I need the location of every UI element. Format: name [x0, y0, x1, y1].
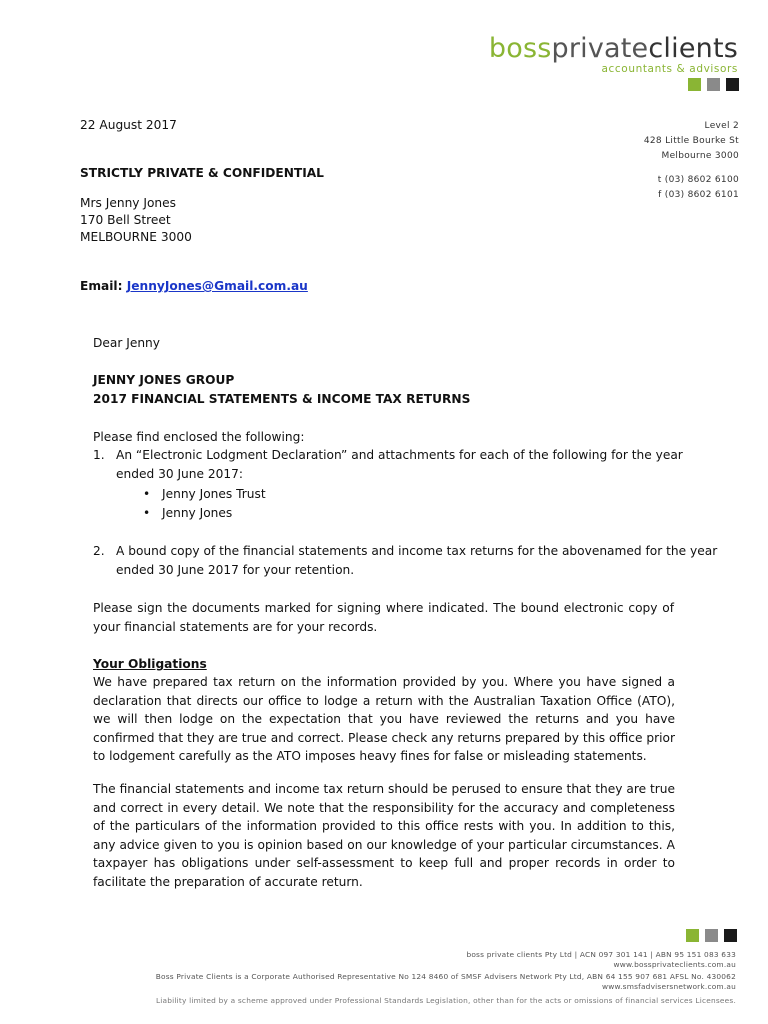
obligations-paragraph: We have prepared tax return on the information provided by you. Where you have signed a declaration that directs our office to lodge a return with the Australian Taxation Office (ATO), we will then lodge on the expectation that you have reviewed the returns and you have confirmed that they are true and correct. Please check any returns prepared by this office prior to lodgement carefully as the ATO imposes heavy fines for false or misleading statements.	[93, 675, 675, 764]
address-line-1: Level 2	[704, 121, 739, 131]
recipient-city: MELBOURNE 3000	[80, 230, 192, 244]
bullet-text: Jenny Jones	[162, 506, 233, 520]
address-line-3: Melbourne 3000	[661, 151, 739, 161]
email-line	[80, 277, 308, 296]
recipient-name: Mrs Jenny Jones	[80, 196, 177, 210]
grey-square-icon	[707, 78, 720, 91]
grey-square-icon	[705, 929, 718, 942]
letter-date: 22 August 2017	[80, 118, 177, 132]
brand-logo	[489, 34, 738, 75]
footer-liability: Liability limited by a scheme approved under Professional Standards Legislation, other than for the acts or omissions of financial services Licensees.	[155, 996, 736, 1005]
obligations-heading: Your Obligations	[93, 657, 207, 671]
brand-name-part-clients: clients	[648, 33, 738, 64]
bullet-item	[143, 504, 232, 523]
salutation: Dear Jenny	[93, 336, 160, 350]
item-1-number: 1.	[93, 448, 105, 462]
recipient-street: 170 Bell Street	[80, 213, 171, 227]
brand-name-part-private: private	[551, 33, 649, 64]
bullet-text: Jenny Jones Trust	[162, 487, 266, 501]
intro-line: Please find enclosed the following:	[93, 430, 305, 444]
item-2-number: 2.	[93, 544, 105, 558]
footer-company-line: boss private clients Pty Ltd | ACN 097 301 141 | ABN 95 151 083 633	[466, 950, 736, 959]
item-1-line-2: ended 30 June 2017:	[116, 467, 243, 481]
bullet-icon: •	[143, 506, 151, 520]
black-square-icon	[724, 929, 737, 942]
item-1-line-1: An “Electronic Lodgment Declaration” and attachments for each of the following for the year	[116, 448, 683, 462]
brand-squares-footer	[686, 929, 737, 942]
brand-tagline: accountants & advisors	[601, 63, 738, 75]
office-address	[644, 119, 739, 203]
footer-website-2[interactable]: www.smsfadvisersnetwork.com.au	[602, 982, 736, 991]
brand-squares-top	[688, 78, 739, 91]
bullet-item	[143, 485, 266, 504]
perused-paragraph: The financial statements and income tax return should be perused to ensure that they are true and correct in every detail. We note that the responsibility for the accuracy and completeness of the particulars of the information provided to this office rests with you. In addition to this, any advice given to you is opinion based on our knowledge of your particular circumstances. A taxpayer has obligations under self-assessment to keep full and proper records in order to facilitate the preparation of accurate return.	[93, 782, 675, 889]
bullet-icon: •	[143, 487, 151, 501]
confidential-heading: STRICTLY PRIVATE & CONFIDENTIAL	[80, 166, 324, 180]
brand-name	[489, 34, 738, 64]
footer-car-line: Boss Private Clients is a Corporate Authorised Representative No 124 8460 of SMSF Advisers Network Pty Ltd, ABN 64 155 907 681 AFSL No. 430062	[155, 972, 736, 981]
green-square-icon	[688, 78, 701, 91]
black-square-icon	[726, 78, 739, 91]
sign-paragraph: Please sign the documents marked for signing where indicated. The bound electronic copy of your financial statements are for your records.	[93, 601, 674, 634]
brand-name-part-boss: boss	[488, 33, 552, 64]
subject-line-2: 2017 FINANCIAL STATEMENTS & INCOME TAX RETURNS	[93, 392, 471, 406]
subject-line-1: JENNY JONES GROUP	[93, 373, 235, 387]
item-2-line-2: ended 30 June 2017 for your retention.	[116, 563, 355, 577]
address-phone: t (03) 8602 6100	[657, 175, 739, 185]
email-label: Email:	[80, 279, 127, 293]
green-square-icon	[686, 929, 699, 942]
address-fax: f (03) 8602 6101	[658, 190, 739, 200]
email-link[interactable]: JennyJones@Gmail.com.au	[126, 279, 308, 293]
item-2-line-1: A bound copy of the financial statements and income tax returns for the abovenamed for the year	[116, 544, 718, 558]
address-line-2: 428 Little Bourke St	[643, 136, 739, 146]
footer-website-1[interactable]: www.bossprivateclients.com.au	[613, 960, 736, 969]
